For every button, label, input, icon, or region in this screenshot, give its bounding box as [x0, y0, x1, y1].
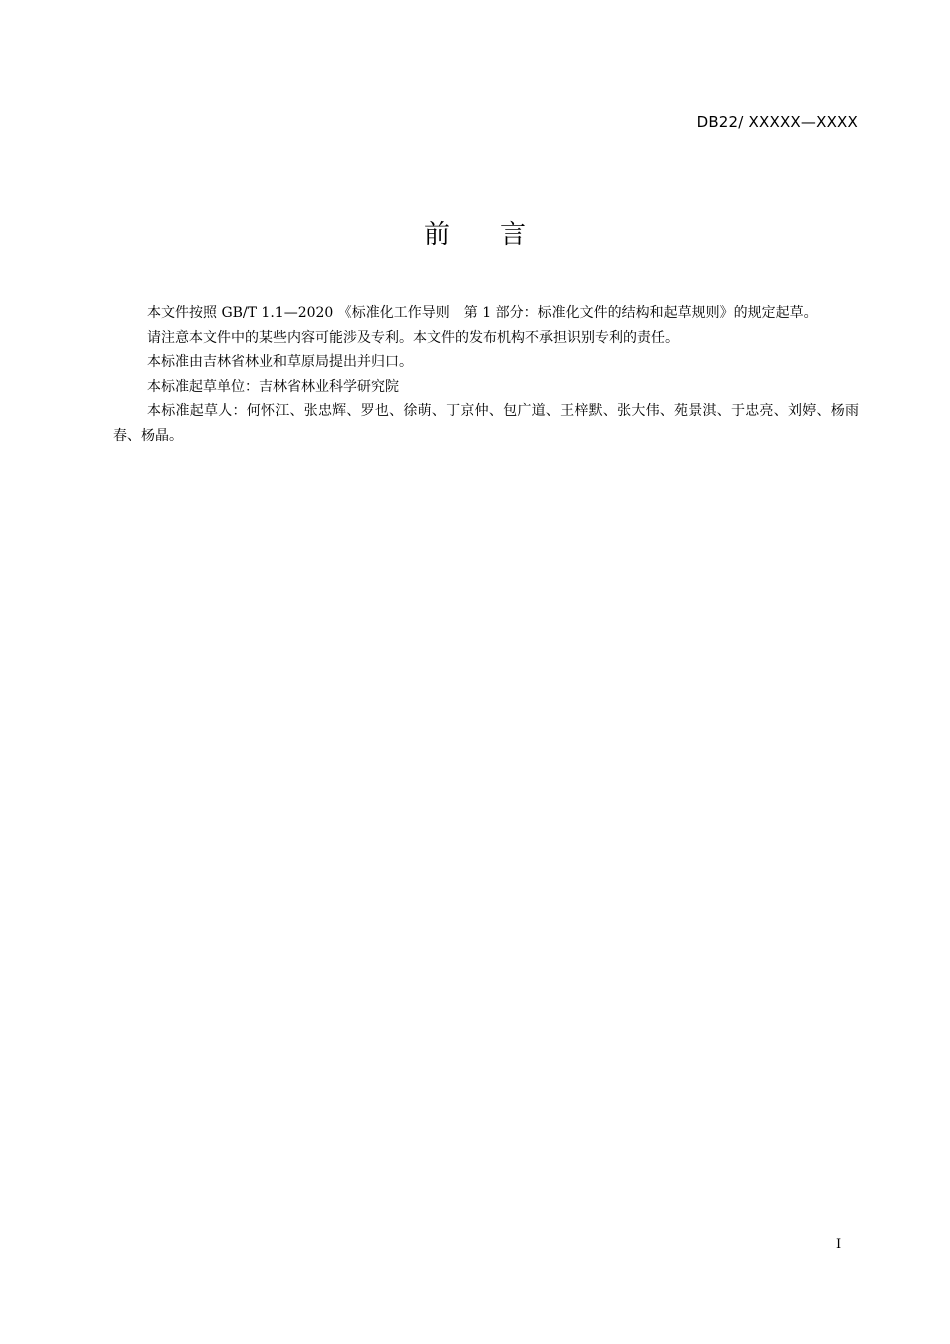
document-code: DB22/ XXXXX—XXXX: [696, 113, 858, 131]
paragraph-drafters: 本标准起草人：何怀江、张忠辉、罗也、徐萌、丁京仲、包广道、王梓默、张大伟、苑景淇、于忠亮、刘婷、杨雨春、杨晶。: [113, 403, 859, 444]
paragraph-drafting-unit: 本标准起草单位：吉林省林业科学研究院: [147, 378, 399, 395]
paragraph-proposer: 本标准由吉林省林业和草原局提出并归口。: [147, 354, 413, 370]
page-title: [0, 214, 950, 251]
paragraph-drafting-rules: 本文件按照 GB/T 1.1—2020 《标准化工作导则 第 1 部分：标准化文件的结构和起草规则》的规定起草。: [147, 305, 818, 321]
foreword-body: [113, 301, 859, 448]
page-number: I: [836, 1237, 842, 1252]
title-char-1: 前: [423, 220, 450, 250]
paragraph-patent-notice: 请注意本文件中的某些内容可能涉及专利。本文件的发布机构不承担识别专利的责任。: [147, 329, 679, 346]
title-char-2: 言: [500, 220, 527, 250]
